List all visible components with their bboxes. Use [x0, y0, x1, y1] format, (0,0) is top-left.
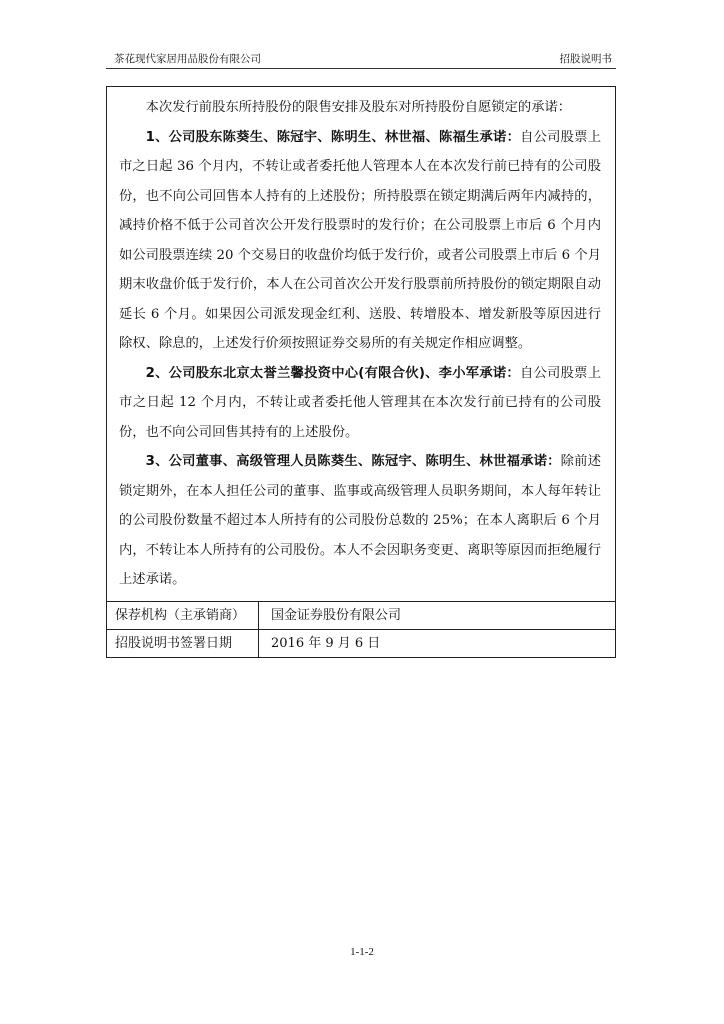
commitment-item-1-body: 自公司股票上市之日起 36 个月内，不转让或者委托他人管理本人在本次发行前已持有的公司股份，也不向公司回售本人持有的上述股份；所持股票在锁定期满后两年内减持的，减持价格不低于公司首次公开发行股票时的发行价；在公司股票上市后 6 个月内如公司股票连续 20 个交易日的收盘价均低于发行价，或者公司股票上市后 6 个月期末收盘价低于发行价，本人在公司首次公开发行股票前所持股份的锁定期限自动延长 6 个月。如果因公司派发现金红利、送股、转增股本、增发新股等原因进行除权、除息的，上述发行价须按照证券交易所的有关规定作相应调整。	[119, 129, 601, 351]
header-company-name: 茶花现代家居用品股份有限公司	[114, 53, 261, 65]
header-doc-type: 招股说明书	[559, 53, 612, 65]
page-header	[106, 50, 616, 69]
commitment-item-3-body: 除前述锁定期外，在本人担任公司的董事、监事或高级管理人员职务期间，本人每年转让的公司股份数量不超过本人所持有的公司股份总数的 25%；在本人离职后 6 个月内，不转让本人所持有的公司股份。本人不会因职务变更、离职等原因而拒绝履行上述承诺。	[119, 454, 601, 587]
sign-date-value: 2016 年 9 月 6 日	[271, 635, 381, 651]
sign-date-label: 招股说明书签署日期	[107, 630, 259, 657]
commitment-item-2	[119, 359, 601, 448]
lockup-commitments-cell	[107, 87, 615, 602]
commitment-item-1	[119, 123, 601, 359]
sponsor-label: 保荐机构（主承销商）	[107, 602, 259, 629]
table-row-sign-date	[107, 629, 615, 657]
commitment-item-3	[119, 447, 601, 595]
sponsor-value: 国金证券股份有限公司	[271, 607, 402, 623]
commitment-item-2-title: 2、公司股东北京太誉兰馨投资中心(有限合伙)、李小军承诺：	[145, 365, 520, 381]
info-table	[106, 86, 616, 658]
commitment-item-3-title: 3、公司董事、高级管理人员陈葵生、陈冠宇、陈明生、林世福承诺：	[145, 454, 561, 469]
commitment-item-1-title: 1、公司股东陈葵生、陈冠宇、陈明生、林世福、陈福生承诺：	[145, 129, 521, 145]
commitment-item-2-body: 自公司股票上市之日起 12 个月内，不转让或者委托他人管理其在本次发行前已持有的公司股份，也不向公司回售其持有的上述股份。	[119, 365, 601, 440]
table-row-sponsor	[107, 602, 615, 629]
commitments-intro: 本次发行前股东所持股份的限售安排及股东对所持股份自愿锁定的承诺：	[145, 100, 572, 115]
page-number: 1-1-2	[350, 946, 374, 958]
